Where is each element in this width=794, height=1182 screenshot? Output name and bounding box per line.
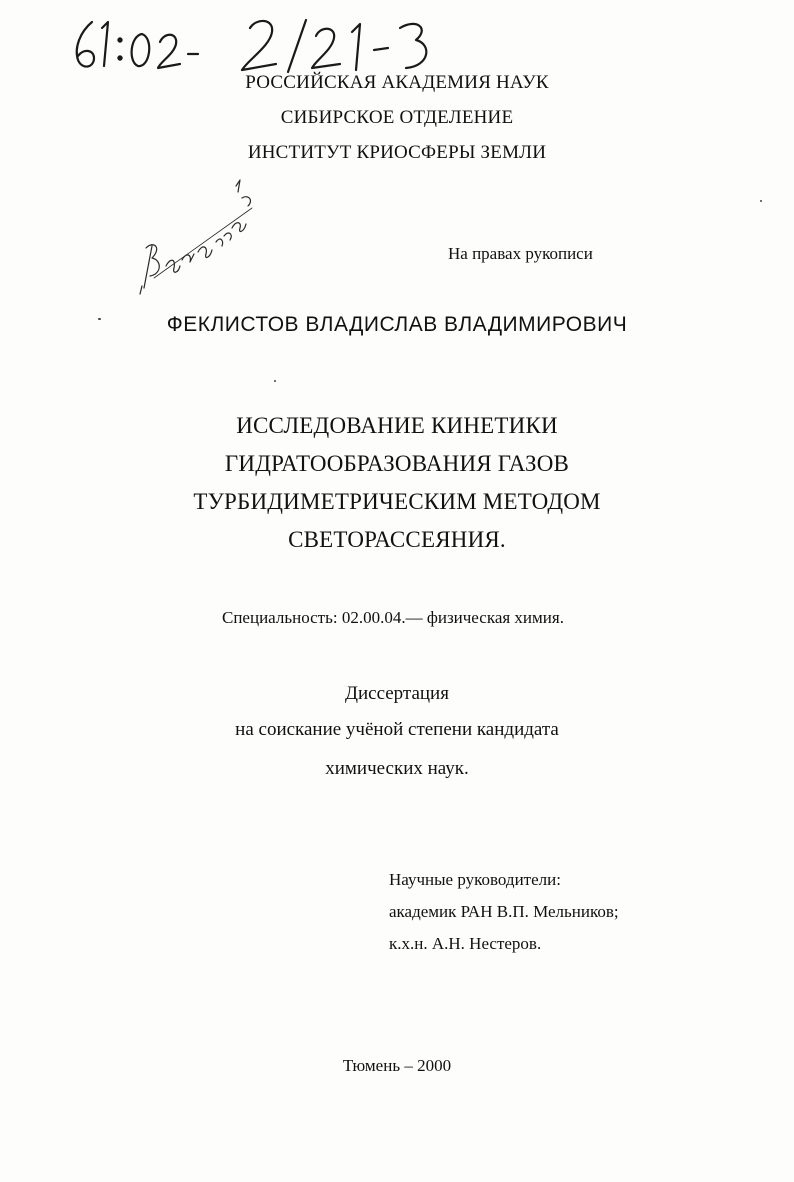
dissertation-label: Диссертация: [345, 683, 449, 704]
paper-speck: [274, 380, 276, 382]
organization-academy: РОССИЙСКАЯ АКАДЕМИЯ НАУК: [245, 72, 549, 93]
title-line: ИССЛЕДОВАНИЕ КИНЕТИКИ: [236, 413, 558, 438]
degree-field: химических наук.: [325, 758, 469, 779]
handwritten-catalog-number: [70, 14, 470, 76]
title-line: ТУРБИДИМЕТРИЧЕСКИМ МЕТОДОМ: [193, 489, 601, 514]
handwritten-signature: [132, 178, 272, 298]
title-line: СВЕТОРАССЕЯНИЯ.: [288, 527, 506, 552]
supervisors-block: [389, 864, 619, 960]
city-year: Тюмень – 2000: [342, 1056, 452, 1075]
title-line: ГИДРАТООБРАЗОВАНИЯ ГАЗОВ: [224, 451, 570, 476]
degree-line: на соискание учёной степени кандидата: [235, 719, 559, 740]
author-name: ФЕКЛИСТОВ ВЛАДИСЛАВ ВЛАДИМИРОВИЧ: [166, 313, 628, 336]
paper-speck: [760, 200, 762, 202]
supervisors-heading: Научные руководители:: [389, 870, 561, 889]
supervisor-name: академик РАН В.П. Мельников;: [389, 902, 619, 921]
supervisor-name: к.х.н. А.Н. Нестеров.: [389, 934, 542, 953]
specialty: Специальность: 02.00.04.— физическая химия.: [222, 608, 564, 627]
rights-note: На правах рукописи: [448, 244, 593, 263]
organization-branch: СИБИРСКОЕ ОТДЕЛЕНИЕ: [280, 107, 514, 128]
organization-institute: ИНСТИТУТ КРИОСФЕРЫ ЗЕМЛИ: [247, 142, 547, 163]
